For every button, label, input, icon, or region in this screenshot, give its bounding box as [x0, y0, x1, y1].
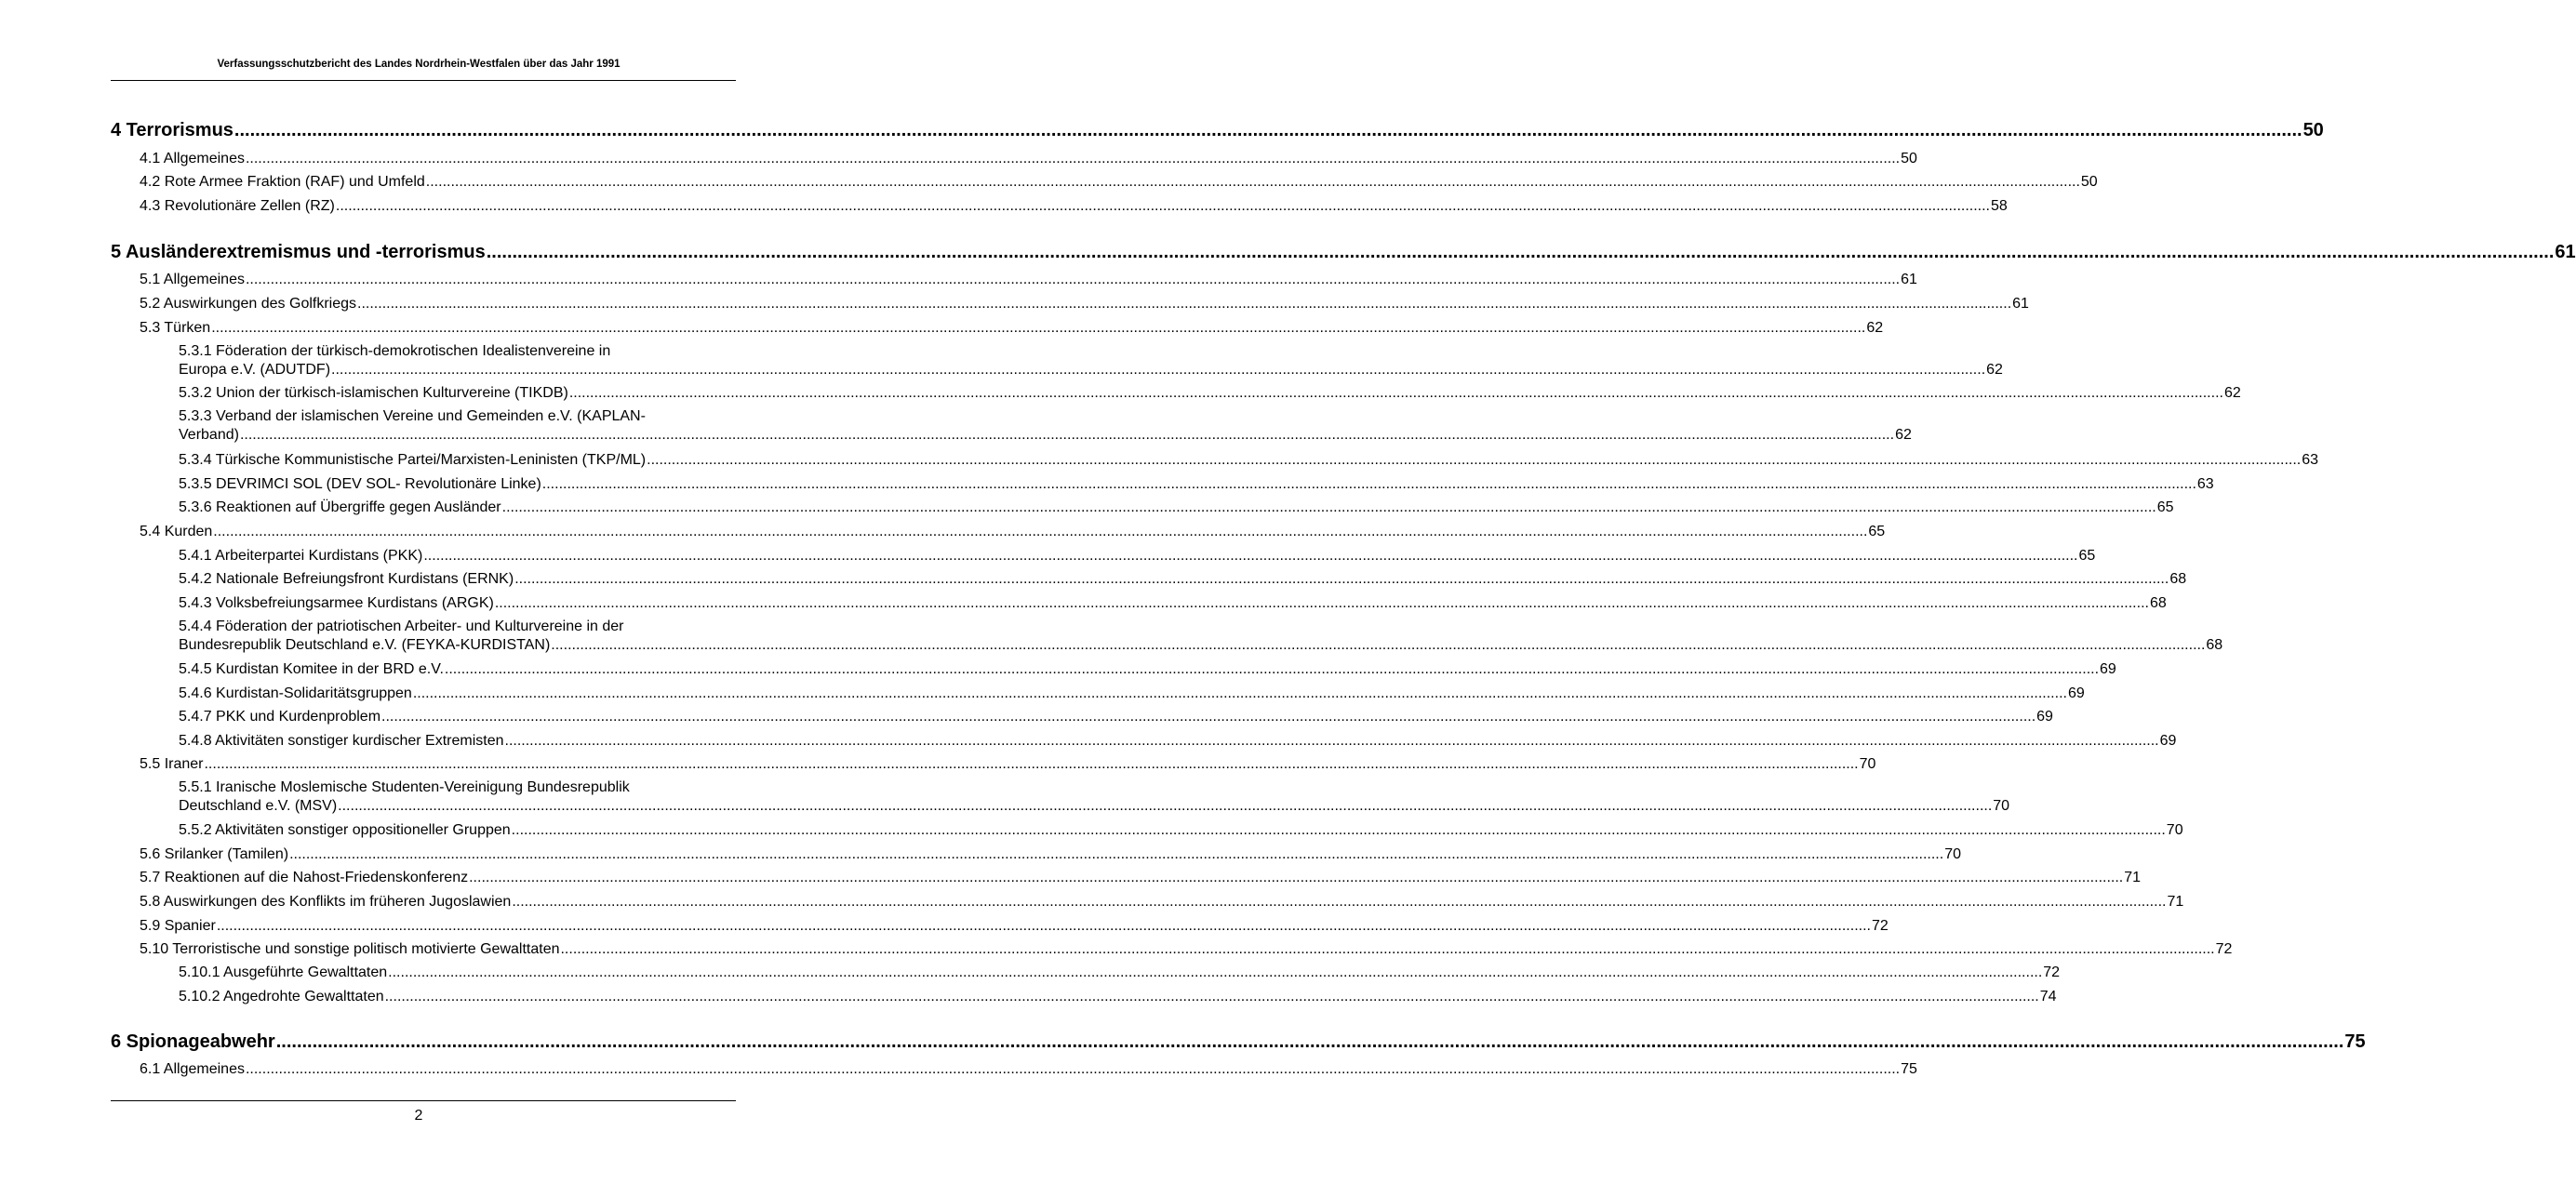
toc-entry-title: 4.3 Revolutionäre Zellen (RZ) — [140, 198, 335, 214]
page-number: 2 — [414, 1108, 423, 1124]
toc-entry-page: 61 — [2555, 242, 2576, 262]
toc-entry-title: Bundesrepublik Deutschland e.V. (FEYKA-KURDISTAN) — [179, 637, 551, 653]
toc-entry-title: 5.7 Reaktionen auf die Nahost-Friedenskonferenz — [140, 870, 469, 885]
toc-entry-page: 63 — [2196, 476, 2214, 492]
toc-entry-page: 70 — [1993, 798, 2010, 814]
toc-entry-title: 5.5 Iraner — [140, 756, 204, 772]
toc-entry-title: 5.4 Kurden — [140, 524, 213, 539]
dot-leader: ................................................................................................................................................................................................................................................................................................................................................................................................................ — [425, 174, 2080, 190]
toc-entry-title: 5.10.1 Ausgeführte Gewalttaten — [179, 964, 388, 980]
toc-entry-page: 69 — [2159, 733, 2177, 749]
toc-entry-page: 72 — [1871, 918, 1889, 934]
dot-leader: ................................................................................................................................................................................................................................................................................................................................................................................................................ — [331, 362, 1986, 378]
toc-entry-page: 69 — [2100, 661, 2116, 677]
toc-entry-level-3 — [179, 778, 2010, 816]
toc-entry-page: 62 — [2223, 385, 2241, 401]
dot-leader: ................................................................................................................................................................................................................................................................................................................................................................................................................ — [213, 524, 1868, 539]
toc-entry-level-2 — [140, 755, 1876, 774]
toc-entry-level-3 — [179, 618, 2223, 655]
toc-entry-level-3 — [179, 708, 2053, 726]
toc-entry-level-3 — [179, 342, 2003, 379]
toc-entry-title: 5.2 Auswirkungen des Golfkriegs — [140, 296, 357, 312]
toc-entry-level-2 — [140, 940, 2233, 959]
toc-entry-title-first-line: 5.3.3 Verband der islamischen Vereine und Gemeinden e.V. (KAPLAN- — [179, 408, 646, 424]
toc-entry-page: 61 — [2012, 296, 2029, 312]
toc-entry-page: 50 — [1901, 151, 1917, 166]
toc-entry-page: 61 — [1901, 272, 1917, 287]
toc-entry-page: 62 — [1866, 320, 1884, 336]
toc-entry-title-first-line: 5.3.1 Föderation der türkisch-demokrotischen Idealistenvereine in — [179, 343, 611, 359]
toc-entry-title-first-line: 5.5.1 Iranische Moslemische Studenten-Vereinigung Bundesrepublik — [179, 779, 630, 795]
toc-entry-page: 72 — [2215, 941, 2233, 957]
toc-entry-page: 70 — [2166, 822, 2183, 838]
toc-entry-page: 63 — [2302, 452, 2319, 468]
toc-entry-page: 75 — [2344, 1031, 2366, 1052]
dot-leader: ................................................................................................................................................................................................................................................................................................................................................................................................................ — [512, 894, 2167, 910]
toc-entry-page: 68 — [2169, 571, 2187, 587]
toc-entry-title: 5.3.4 Türkische Kommunistische Partei/Marxisten-Leninisten (TKP/ML) — [179, 452, 647, 468]
toc-entry-title: Europa e.V. (ADUTDF) — [179, 362, 331, 378]
toc-entry-page: 69 — [2067, 685, 2085, 701]
dot-leader: ................................................................................................................................................................................................................................................................................................................................................................................................................ — [501, 499, 2156, 515]
toc-entry-title: 5.10 Terroristische und sonstige politisch motivierte Gewalttaten — [140, 941, 560, 957]
toc-entry-page: 71 — [2124, 870, 2142, 885]
toc-entry-level-3 — [179, 451, 2319, 470]
toc-entry-page: 74 — [2039, 989, 2057, 1004]
dot-leader: ................................................................................................................................................................................................................................................................................................................................................................................................................ — [504, 733, 2159, 749]
toc-entry-level-1 — [111, 241, 2576, 263]
toc-entry-title: 4.2 Rote Armee Fraktion (RAF) und Umfeld — [140, 174, 425, 190]
dot-leader: ................................................................................................................................................................................................................................................................................................................................................................................................................ — [551, 637, 2206, 653]
toc-entry-level-2 — [140, 271, 1917, 289]
toc-entry-page: 50 — [2302, 120, 2324, 140]
toc-entry-title: 5.4.8 Aktivitäten sonstiger kurdischer Extremisten — [179, 733, 504, 749]
footer-rule — [111, 1100, 736, 1101]
toc-entry-title: 5.3 Türken — [140, 320, 211, 336]
toc-entry-level-3 — [179, 594, 2167, 613]
toc-entry-level-3 — [179, 821, 2183, 840]
toc-entry-level-3 — [179, 547, 2096, 565]
dot-leader: ................................................................................................................................................................................................................................................................................................................................................................................................................ — [239, 427, 1895, 443]
toc-entry-level-2 — [140, 893, 2184, 911]
toc-entry-level-2 — [140, 173, 2098, 192]
dot-leader: ................................................................................................................................................................................................................................................................................................................................................................................................................ — [245, 151, 1901, 166]
toc-entry-page: 68 — [2206, 637, 2223, 653]
dot-leader: ................................................................................................................................................................................................................................................................................................................................................................................................................ — [275, 1031, 2344, 1052]
dot-leader: ................................................................................................................................................................................................................................................................................................................................................................................................................ — [469, 870, 2124, 885]
dot-leader: ................................................................................................................................................................................................................................................................................................................................................................................................................ — [384, 989, 2039, 1004]
toc-entry-title: 5.4.2 Nationale Befreiungsfront Kurdistans (ERNK) — [179, 571, 514, 587]
dot-leader: ................................................................................................................................................................................................................................................................................................................................................................................................................ — [486, 242, 2555, 262]
toc-entry-page: 62 — [1986, 362, 2003, 378]
toc-entry-level-2 — [140, 845, 1961, 864]
toc-entry-level-3 — [179, 570, 2187, 589]
toc-entry-title: 4 Terrorismus — [111, 120, 234, 140]
toc-entry-title: 5.1 Allgemeines — [140, 272, 245, 287]
toc-entry-level-2 — [140, 197, 2008, 216]
toc-entry-title: 5.4.6 Kurdistan-Solidaritätsgruppen — [179, 685, 412, 701]
header-rule — [111, 80, 736, 81]
toc-entry-level-2 — [140, 917, 1889, 936]
toc-entry-title: 6.1 Allgemeines — [140, 1061, 245, 1077]
dot-leader: ................................................................................................................................................................................................................................................................................................................................................................................................................ — [216, 918, 1871, 934]
toc-entry-level-2 — [140, 295, 2029, 313]
dot-leader: ................................................................................................................................................................................................................................................................................................................................................................................................................ — [234, 120, 2302, 140]
toc-entry-page: 65 — [1868, 524, 1886, 539]
dot-leader: ................................................................................................................................................................................................................................................................................................................................................................................................................ — [289, 846, 1944, 862]
toc-entry-page: 70 — [1859, 756, 1876, 772]
toc-entry-title: 5.9 Spanier — [140, 918, 216, 934]
toc-entry-level-2 — [140, 1060, 1917, 1079]
toc-entry-title: 5.4.7 PKK und Kurdenproblem — [179, 709, 381, 725]
toc-entry-level-1 — [111, 119, 2324, 141]
dot-leader: ................................................................................................................................................................................................................................................................................................................................................................................................................ — [560, 941, 2215, 957]
toc-entry-title: 5.3.2 Union der türkisch-islamischen Kulturvereine (TIKDB) — [179, 385, 568, 401]
toc-entry-level-2 — [140, 869, 2142, 887]
toc-entry-page: 72 — [2043, 964, 2061, 980]
dot-leader: ................................................................................................................................................................................................................................................................................................................................................................................................................ — [511, 822, 2166, 838]
dot-leader: ................................................................................................................................................................................................................................................................................................................................................................................................................ — [444, 661, 2100, 677]
dot-leader: ................................................................................................................................................................................................................................................................................................................................................................................................................ — [514, 571, 2169, 587]
toc-entry-title: 5.5.2 Aktivitäten sonstiger oppositioneller Gruppen — [179, 822, 511, 838]
dot-leader: ................................................................................................................................................................................................................................................................................................................................................................................................................ — [245, 1061, 1901, 1077]
dot-leader: ................................................................................................................................................................................................................................................................................................................................................................................................................ — [647, 452, 2302, 468]
toc-entry-page: 75 — [1901, 1061, 1917, 1077]
toc-entry-title: Deutschland e.V. (MSV) — [179, 798, 338, 814]
toc-entry-level-3 — [179, 732, 2177, 751]
toc-entry-level-2 — [140, 319, 1884, 338]
dot-leader: ................................................................................................................................................................................................................................................................................................................................................................................................................ — [568, 385, 2223, 401]
toc-entry-title-first-line: 5.4.4 Föderation der patriotischen Arbeiter- und Kulturvereine in der — [179, 619, 624, 634]
dot-leader: ................................................................................................................................................................................................................................................................................................................................................................................................................ — [211, 320, 1866, 336]
toc-entry-level-1 — [111, 1031, 2366, 1053]
toc-entry-page: 50 — [2080, 174, 2098, 190]
toc-entry-title: 6 Spionageabwehr — [111, 1031, 275, 1052]
toc-entry-page: 70 — [1944, 846, 1961, 862]
toc-entry-level-2 — [140, 150, 1917, 168]
dot-leader: ................................................................................................................................................................................................................................................................................................................................................................................................................ — [204, 756, 1859, 772]
toc-entry-title: 5.4.3 Volksbefreiungsarmee Kurdistans (ARGK) — [179, 595, 494, 611]
toc-entry-page: 62 — [1895, 427, 1912, 443]
toc-entry-title: Verband) — [179, 427, 239, 443]
toc-entry-title: 5 Ausländerextremismus und -terrorismus — [111, 242, 486, 262]
toc-entry-title: 5.4.1 Arbeiterpartei Kurdistans (PKK) — [179, 548, 423, 564]
toc-entry-page: 69 — [2036, 709, 2053, 725]
toc-entry-level-3 — [179, 475, 2214, 494]
toc-entry-page: 68 — [2149, 595, 2167, 611]
dot-leader: ................................................................................................................................................................................................................................................................................................................................................................................................................ — [357, 296, 2012, 312]
running-header: Verfassungsschutzbericht des Landes Nordrhein-Westfalen über das Jahr 1991 — [217, 59, 621, 70]
toc-entry-level-3 — [179, 964, 2061, 982]
toc-entry-page: 65 — [2156, 499, 2174, 515]
dot-leader: ................................................................................................................................................................................................................................................................................................................................................................................................................ — [494, 595, 2149, 611]
dot-leader: ................................................................................................................................................................................................................................................................................................................................................................................................................ — [388, 964, 2043, 980]
toc-entry-level-3 — [179, 499, 2174, 517]
dot-leader: ................................................................................................................................................................................................................................................................................................................................................................................................................ — [245, 272, 1901, 287]
toc-entry-level-3 — [179, 685, 2085, 703]
toc-entry-level-3 — [179, 384, 2241, 403]
toc-entry-level-3 — [179, 988, 2057, 1006]
toc-entry-title: 5.10.2 Angedrohte Gewalttaten — [179, 989, 384, 1004]
toc-entry-page: 65 — [2078, 548, 2096, 564]
toc-entry-title: 5.4.5 Kurdistan Komitee in der BRD e.V. — [179, 661, 444, 677]
toc-entry-level-3 — [179, 407, 1912, 445]
toc-entry-title: 5.8 Auswirkungen des Konflikts im früheren Jugoslawien — [140, 894, 512, 910]
toc-entry-title: 4.1 Allgemeines — [140, 151, 245, 166]
dot-leader: ................................................................................................................................................................................................................................................................................................................................................................................................................ — [381, 709, 2036, 725]
toc-entry-page: 58 — [1991, 198, 2008, 214]
dot-leader: ................................................................................................................................................................................................................................................................................................................................................................................................................ — [423, 548, 2078, 564]
toc-entry-page: 71 — [2167, 894, 2184, 910]
dot-leader: ................................................................................................................................................................................................................................................................................................................................................................................................................ — [338, 798, 1993, 814]
toc-entry-title: 5.3.6 Reaktionen auf Übergriffe gegen Ausländer — [179, 499, 501, 515]
dot-leader: ................................................................................................................................................................................................................................................................................................................................................................................................................ — [335, 198, 1990, 214]
dot-leader: ................................................................................................................................................................................................................................................................................................................................................................................................................ — [412, 685, 2067, 701]
dot-leader: ................................................................................................................................................................................................................................................................................................................................................................................................................ — [541, 476, 2196, 492]
toc-entry-title: 5.3.5 DEVRIMCI SOL (DEV SOL- Revolutionäre Linke) — [179, 476, 541, 492]
toc-entry-level-3 — [179, 660, 2116, 679]
toc-entry-level-2 — [140, 523, 1886, 541]
toc-entry-title: 5.6 Srilanker (Tamilen) — [140, 846, 289, 862]
